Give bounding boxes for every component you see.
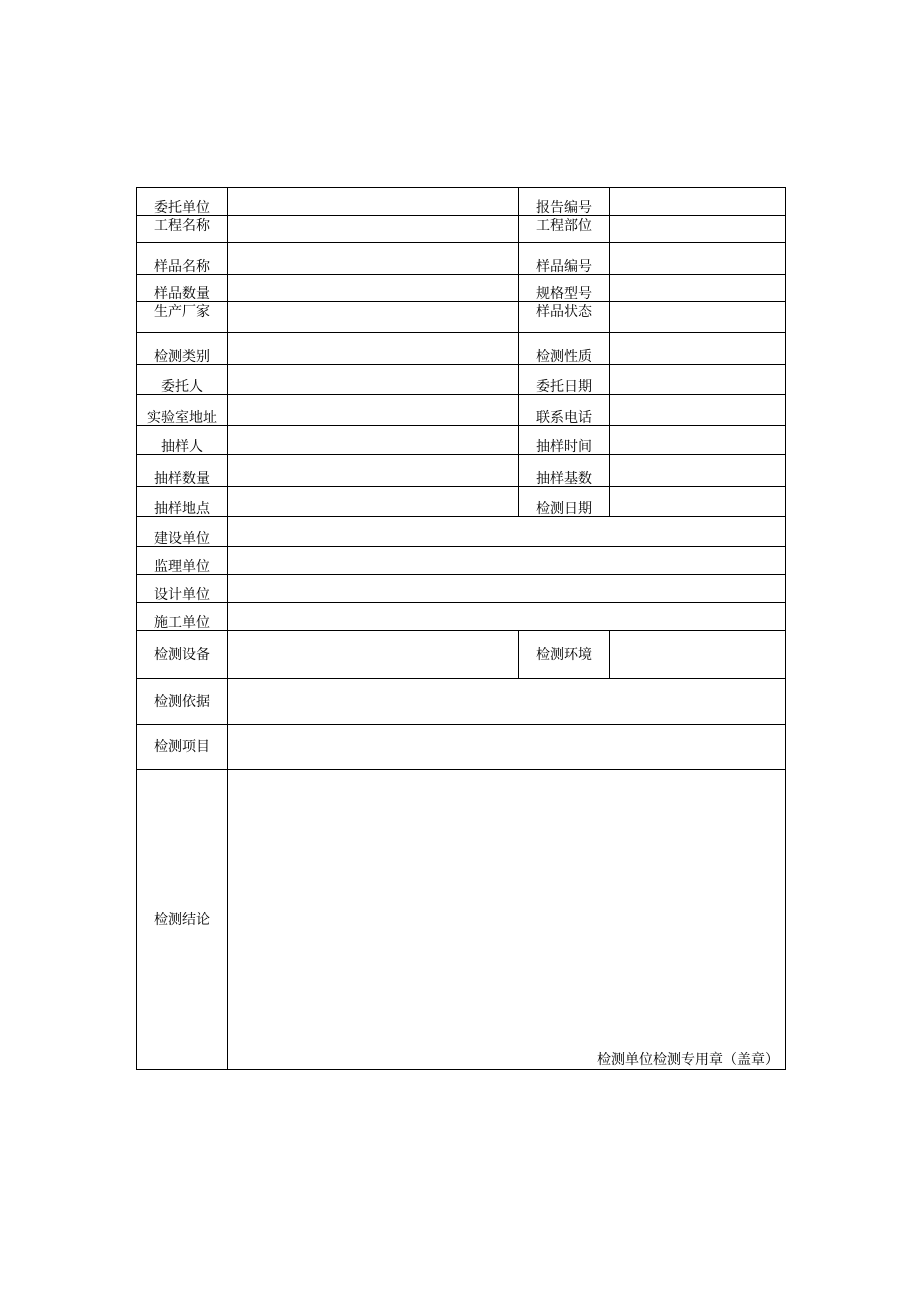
form-row [137,547,786,575]
row-label: 样品数量 [137,275,228,302]
row-label: 委托人 [137,365,228,395]
phone-field[interactable] [610,395,786,426]
row-label: 检测类别 [137,333,228,365]
manufacturer-field[interactable] [228,302,519,333]
row-label: 实验室地址 [137,395,228,426]
row-label: 抽样地点 [137,487,228,517]
test-report-form [136,187,786,1070]
row-label: 检测设备 [137,631,228,679]
form-row [137,188,786,216]
row-label: 规格型号 [519,275,610,302]
form-row [137,243,786,275]
row-label: 工程部位 [519,216,610,243]
design-unit-field[interactable] [228,575,786,603]
row-label: 工程名称 [137,216,228,243]
form-row [137,517,786,547]
row-label: 施工单位 [137,603,228,631]
row-label: 检测性质 [519,333,610,365]
row-label: 抽样数量 [137,455,228,487]
row-label: 样品编号 [519,243,610,275]
form-row [137,725,786,770]
row-label: 检测环境 [519,631,610,679]
sample-number-field[interactable] [610,243,786,275]
row-label: 抽样时间 [519,426,610,455]
contractor-unit-field[interactable] [228,603,786,631]
row-label: 报告编号 [519,188,610,216]
form-row [137,333,786,365]
sampling-base-field[interactable] [610,455,786,487]
form-row [137,426,786,455]
sample-quantity-field[interactable] [228,275,519,302]
form-row [137,770,786,1070]
sampling-time-field[interactable] [610,426,786,455]
form-row [137,395,786,426]
form-row [137,275,786,302]
form-row [137,216,786,243]
client-person-field[interactable] [228,365,519,395]
report-number-field[interactable] [610,188,786,216]
row-label: 委托日期 [519,365,610,395]
lab-address-field[interactable] [228,395,519,426]
environment-field[interactable] [610,631,786,679]
row-label: 样品状态 [519,302,610,333]
test-nature-field[interactable] [610,333,786,365]
form-row [137,575,786,603]
row-label: 设计单位 [137,575,228,603]
form-row [137,631,786,679]
sampler-field[interactable] [228,426,519,455]
row-label: 生产厂家 [137,302,228,333]
stamp-note: 检测单位检测专用章（盖章） [597,1052,779,1068]
supervision-unit-field[interactable] [228,547,786,575]
conclusion-field[interactable] [228,770,786,1070]
row-label: 检测结论 [137,770,228,1070]
row-label: 抽样人 [137,426,228,455]
commission-date-field[interactable] [610,365,786,395]
form-row [137,302,786,333]
project-part-field[interactable] [610,216,786,243]
row-label: 委托单位 [137,188,228,216]
row-label: 抽样基数 [519,455,610,487]
row-label: 检测依据 [137,679,228,725]
test-basis-field[interactable] [228,679,786,725]
client-unit-field[interactable] [228,188,519,216]
row-label: 检测日期 [519,487,610,517]
sample-state-field[interactable] [610,302,786,333]
row-label: 监理单位 [137,547,228,575]
row-label: 检测项目 [137,725,228,770]
form-row [137,365,786,395]
row-label: 样品名称 [137,243,228,275]
form-row [137,679,786,725]
equipment-field[interactable] [228,631,519,679]
construction-unit-field[interactable] [228,517,786,547]
project-name-field[interactable] [228,216,519,243]
row-label: 建设单位 [137,517,228,547]
test-category-field[interactable] [228,333,519,365]
sample-name-field[interactable] [228,243,519,275]
model-spec-field[interactable] [610,275,786,302]
form-row [137,455,786,487]
test-items-field[interactable] [228,725,786,770]
form-row [137,603,786,631]
form-row [137,487,786,517]
sampling-quantity-field[interactable] [228,455,519,487]
test-date-field[interactable] [610,487,786,517]
row-label: 联系电话 [519,395,610,426]
sampling-location-field[interactable] [228,487,519,517]
